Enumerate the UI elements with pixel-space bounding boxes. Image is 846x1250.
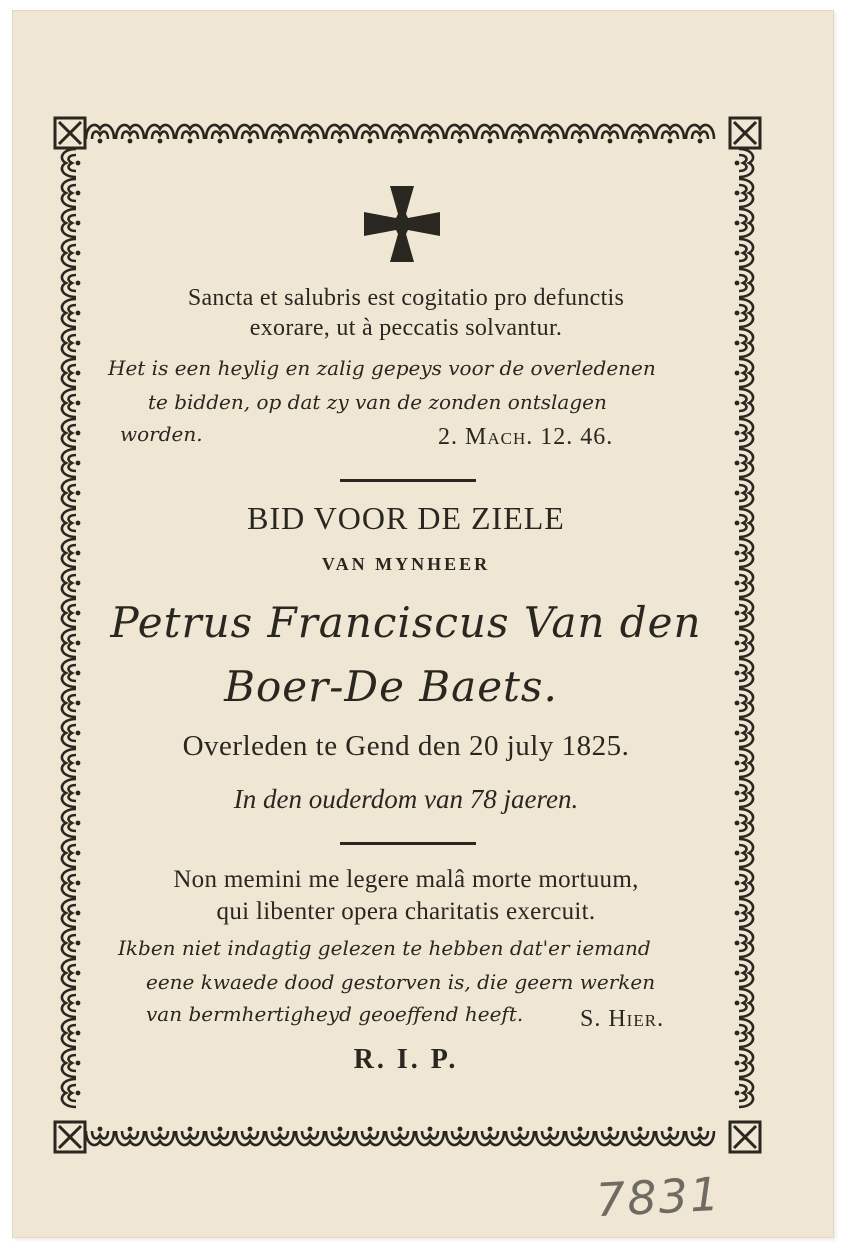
border-ornament xyxy=(62,719,80,747)
border-ornament xyxy=(735,299,753,327)
border-ornament xyxy=(735,899,753,927)
border-ornament xyxy=(236,1127,264,1145)
border-ornament xyxy=(596,1127,624,1145)
border-ornament xyxy=(62,299,80,327)
border-ornament xyxy=(735,359,753,387)
border-ornament xyxy=(416,1127,444,1145)
border-ornament xyxy=(62,629,80,657)
border-ornament xyxy=(62,269,80,297)
border-ornament xyxy=(686,1127,714,1145)
border-ornament xyxy=(686,125,714,143)
border-ornament xyxy=(506,1127,534,1145)
border-ornament xyxy=(735,239,753,267)
epigraph-latin-line-1: Sancta et salubris est cogitatio pro defunctis xyxy=(187,285,625,311)
border-ornament xyxy=(735,929,753,957)
divider-rule xyxy=(340,479,476,482)
border-ornament xyxy=(62,659,80,687)
border-ornament xyxy=(735,149,753,177)
border-ornament xyxy=(62,929,80,957)
border-ornament xyxy=(735,689,753,717)
closing-dutch-line-2: eene kwaede dood gestorven is, die geern werken xyxy=(146,970,656,994)
border-ornament xyxy=(735,749,753,777)
border-ornament xyxy=(446,1127,474,1145)
border-ornament xyxy=(735,509,753,537)
prayer-subheading: VAN MYNHEER xyxy=(321,554,491,574)
border-ornament xyxy=(62,1019,80,1047)
border-ornament xyxy=(62,1079,80,1107)
border-ornament xyxy=(62,809,80,837)
border-ornament xyxy=(62,239,80,267)
border-ornament xyxy=(206,1127,234,1145)
border-ornament xyxy=(266,125,294,143)
border-ornament xyxy=(62,749,80,777)
border-ornament xyxy=(506,125,534,143)
border-ornament xyxy=(735,809,753,837)
closing-dutch-line-1: Ikben niet indagtig gelezen te hebben dat'er iemand xyxy=(118,936,651,960)
border-ornament xyxy=(735,659,753,687)
border-ornament xyxy=(735,599,753,627)
inventory-number: 7831 xyxy=(594,1166,723,1228)
border-ornament xyxy=(386,125,414,143)
border-ornament xyxy=(735,449,753,477)
border-ornament xyxy=(735,179,753,207)
border-ornament xyxy=(62,569,80,597)
border-ornament xyxy=(626,1127,654,1145)
border-ornament xyxy=(206,125,234,143)
epigraph-latin-line-2: exorare, ut à peccatis solvantur. xyxy=(249,315,563,341)
border-ornament xyxy=(735,839,753,867)
border-ornament xyxy=(62,779,80,807)
border-ornament xyxy=(735,959,753,987)
epigraph-reference: 2. Mach. 12. 46. xyxy=(438,424,614,450)
epigraph-dutch-line-2: te bidden, op dat zy van de zonden ontslagen xyxy=(148,390,607,414)
border-ornament xyxy=(476,1127,504,1145)
deceased-name-line-1: Petrus Franciscus Van den xyxy=(110,598,702,647)
border-ornament xyxy=(596,125,624,143)
border-ornament xyxy=(86,1127,114,1145)
border-ornament xyxy=(735,869,753,897)
border-ornament xyxy=(446,125,474,143)
border-ornament xyxy=(735,209,753,237)
border-ornament xyxy=(536,125,564,143)
border-ornament xyxy=(326,1127,354,1145)
closing-reference: S. Hier. xyxy=(580,1006,665,1032)
border-ornament xyxy=(536,1127,564,1145)
border-ornament xyxy=(626,125,654,143)
border-corner-cross xyxy=(734,1126,756,1148)
border-corner-cross xyxy=(734,122,756,144)
border-ornament xyxy=(62,179,80,207)
border-ornament xyxy=(62,1049,80,1077)
border-ornament xyxy=(356,125,384,143)
border-ornament xyxy=(735,779,753,807)
border-ornament xyxy=(326,125,354,143)
border-ornament xyxy=(62,839,80,867)
border-ornament xyxy=(735,1019,753,1047)
border-ornament xyxy=(735,479,753,507)
border-ornament xyxy=(356,1127,384,1145)
border-ornament xyxy=(296,1127,324,1145)
border-ornament xyxy=(735,1049,753,1077)
epigraph-dutch-line-1: Het is een heylig en zalig gepeys voor de overledenen xyxy=(108,356,656,380)
border-ornament xyxy=(146,125,174,143)
border-ornament xyxy=(566,1127,594,1145)
border-ornament xyxy=(62,509,80,537)
deceased-name-line-2: Boer-De Baets. xyxy=(224,662,558,711)
border-ornament xyxy=(735,389,753,417)
border-ornament xyxy=(735,539,753,567)
border-ornament xyxy=(735,329,753,357)
border-corner-cross xyxy=(59,122,81,144)
border-ornament xyxy=(86,125,114,143)
border-ornament xyxy=(62,389,80,417)
border-ornament xyxy=(62,449,80,477)
border-ornament xyxy=(735,989,753,1017)
border-ornament xyxy=(62,989,80,1017)
border-ornament xyxy=(735,719,753,747)
prayer-heading: BID VOOR DE ZIELE xyxy=(247,500,565,536)
border-ornament xyxy=(62,479,80,507)
closing-latin-line-1: Non memini me legere malâ morte mortuum, xyxy=(173,866,639,893)
border-ornament xyxy=(62,539,80,567)
cross-pattee-icon xyxy=(362,184,442,264)
border-ornament xyxy=(62,329,80,357)
closing-latin-line-2: qui libenter opera charitatis exercuit. xyxy=(216,898,596,925)
border-ornament xyxy=(62,599,80,627)
border-ornament xyxy=(62,209,80,237)
border-ornament xyxy=(62,359,80,387)
border-ornament xyxy=(656,1127,684,1145)
border-ornament xyxy=(735,1079,753,1107)
border-ornament xyxy=(62,959,80,987)
border-ornament xyxy=(62,869,80,897)
divider-rule xyxy=(340,842,476,845)
border-ornament xyxy=(236,125,264,143)
border-corner-cross xyxy=(59,1126,81,1148)
age-statement: In den ouderdom van 78 jaeren. xyxy=(233,784,579,814)
border-ornament xyxy=(735,419,753,447)
death-statement: Overleden te Gend den 20 july 1825. xyxy=(182,730,630,762)
rip-abbreviation: R. I. P. xyxy=(353,1044,459,1075)
border-ornament xyxy=(416,125,444,143)
border-ornament xyxy=(146,1127,174,1145)
border-ornament xyxy=(656,125,684,143)
border-ornament xyxy=(735,269,753,297)
border-ornament xyxy=(735,569,753,597)
border-ornament xyxy=(62,899,80,927)
border-ornament xyxy=(116,125,144,143)
border-ornament xyxy=(62,149,80,177)
border-ornament xyxy=(735,629,753,657)
border-ornament xyxy=(266,1127,294,1145)
border-ornament xyxy=(176,1127,204,1145)
border-ornament xyxy=(566,125,594,143)
border-ornament xyxy=(176,125,204,143)
epigraph-dutch-line-3: worden. xyxy=(120,422,203,446)
border-ornament xyxy=(116,1127,144,1145)
border-ornament xyxy=(476,125,504,143)
border-ornament xyxy=(62,689,80,717)
border-ornament xyxy=(62,419,80,447)
border-ornament xyxy=(296,125,324,143)
border-ornament xyxy=(386,1127,414,1145)
closing-dutch-line-3: van bermhertigheyd geoeffend heeft. xyxy=(146,1002,524,1026)
